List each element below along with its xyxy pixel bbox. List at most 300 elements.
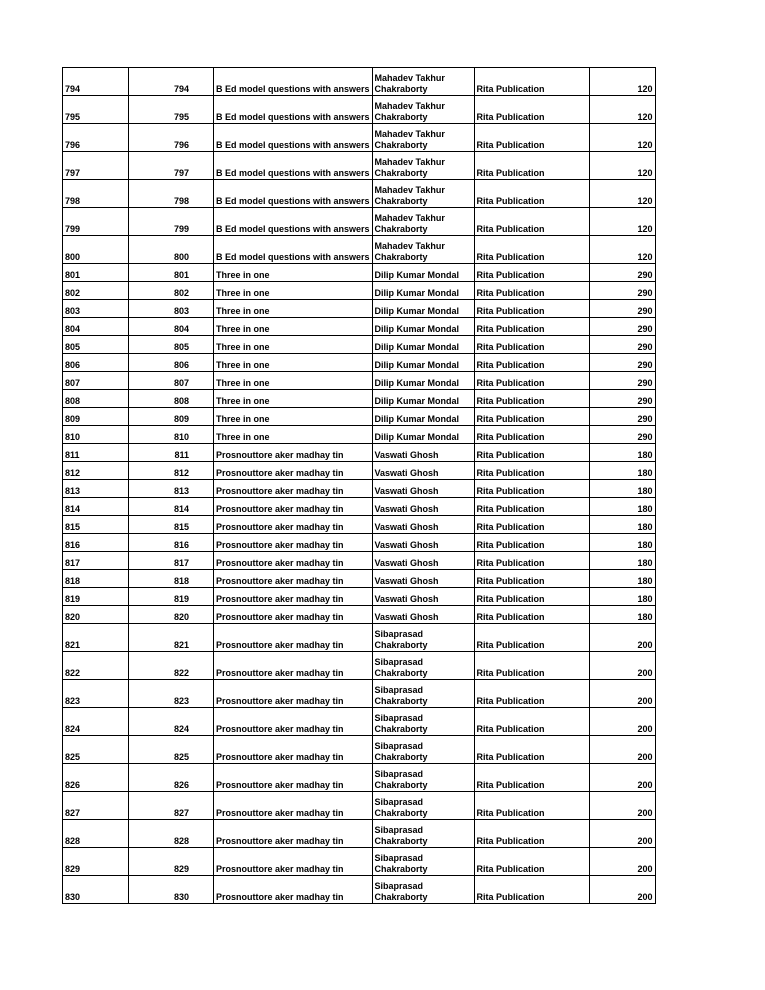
author-name-line: Vaswati Ghosh [374,504,439,514]
row-id-cell: 826 [63,764,129,792]
price-cell: 290 [589,282,655,300]
author-name-line: Chakraborty [374,640,428,650]
table-row [63,498,656,516]
publisher-cell: Rita Publication [474,318,589,336]
row-number-cell: 830 [129,876,214,904]
author-cell [372,372,474,390]
price-cell: 180 [589,498,655,516]
publisher-cell: Rita Publication [474,354,589,372]
author-cell [372,680,474,708]
author-cell [372,708,474,736]
row-number-cell: 822 [129,652,214,680]
author-name-line: Vaswati Ghosh [374,522,439,532]
publisher-cell: Rita Publication [474,606,589,624]
price-cell: 200 [589,680,655,708]
publisher-cell: Rita Publication [474,708,589,736]
author-name-line: Mahadev Takhur [374,101,445,111]
row-number-cell: 800 [129,236,214,264]
row-number-cell: 817 [129,552,214,570]
book-title-cell: B Ed model questions with answers [214,96,373,124]
table-row [63,300,656,318]
author-name-line: Vaswati Ghosh [374,486,439,496]
row-id-cell: 822 [63,652,129,680]
row-number-cell: 825 [129,736,214,764]
table-row [63,606,656,624]
price-cell: 290 [589,318,655,336]
row-number-cell: 803 [129,300,214,318]
book-title-cell: Prosnouttore aker madhay tin [214,462,373,480]
price-cell: 200 [589,652,655,680]
price-cell: 180 [589,570,655,588]
author-cell [372,534,474,552]
book-title-cell: Prosnouttore aker madhay tin [214,552,373,570]
price-cell: 200 [589,624,655,652]
price-cell: 200 [589,708,655,736]
price-cell: 200 [589,876,655,904]
row-number-cell: 826 [129,764,214,792]
row-number-cell: 794 [129,68,214,96]
author-cell [372,516,474,534]
author-cell [372,390,474,408]
author-name-line: Dilip Kumar Mondal [374,360,460,370]
author-cell [372,764,474,792]
publisher-cell: Rita Publication [474,764,589,792]
book-title-cell: Three in one [214,336,373,354]
price-cell: 290 [589,426,655,444]
row-id-cell: 807 [63,372,129,390]
table-row [63,318,656,336]
author-cell [372,848,474,876]
table-row [63,624,656,652]
author-cell [372,264,474,282]
book-title-cell: B Ed model questions with answers [214,124,373,152]
row-number-cell: 829 [129,848,214,876]
publisher-cell: Rita Publication [474,736,589,764]
publisher-cell: Rita Publication [474,624,589,652]
author-name-line: Chakraborty [374,252,428,262]
row-id-cell: 825 [63,736,129,764]
author-name-line: Sibaprasad [374,713,424,723]
author-name-line: Chakraborty [374,752,428,762]
price-cell: 180 [589,480,655,498]
price-cell: 200 [589,820,655,848]
table-row [63,708,656,736]
table-row [63,792,656,820]
author-name-line: Vaswati Ghosh [374,450,439,460]
author-name-line: Sibaprasad [374,741,424,751]
row-id-cell: 797 [63,152,129,180]
row-number-cell: 805 [129,336,214,354]
price-cell: 120 [589,208,655,236]
row-id-cell: 823 [63,680,129,708]
author-cell [372,152,474,180]
book-title-cell: Prosnouttore aker madhay tin [214,588,373,606]
book-title-cell: Prosnouttore aker madhay tin [214,480,373,498]
author-name-line: Sibaprasad [374,825,424,835]
book-title-cell: Three in one [214,264,373,282]
table-row [63,480,656,498]
table-row [63,264,656,282]
author-cell [372,96,474,124]
row-number-cell: 802 [129,282,214,300]
row-id-cell: 830 [63,876,129,904]
book-title-cell: B Ed model questions with answers [214,208,373,236]
publisher-cell: Rita Publication [474,208,589,236]
row-id-cell: 805 [63,336,129,354]
author-name-line: Chakraborty [374,864,428,874]
row-id-cell: 820 [63,606,129,624]
table-row [63,588,656,606]
table-row [63,570,656,588]
author-name-line: Mahadev Takhur [374,213,445,223]
book-title-cell: Prosnouttore aker madhay tin [214,708,373,736]
price-cell: 180 [589,606,655,624]
book-title-cell: Three in one [214,372,373,390]
row-number-cell: 818 [129,570,214,588]
publisher-cell: Rita Publication [474,124,589,152]
author-name-line: Dilip Kumar Mondal [374,288,460,298]
row-number-cell: 806 [129,354,214,372]
table-row [63,372,656,390]
table-row [63,848,656,876]
author-cell [372,588,474,606]
row-id-cell: 802 [63,282,129,300]
author-cell [372,426,474,444]
row-number-cell: 827 [129,792,214,820]
author-name-line: Sibaprasad [374,629,424,639]
price-cell: 290 [589,408,655,426]
author-cell [372,124,474,152]
row-number-cell: 798 [129,180,214,208]
author-cell [372,318,474,336]
table-row [63,152,656,180]
publisher-cell: Rita Publication [474,68,589,96]
row-number-cell: 796 [129,124,214,152]
price-cell: 290 [589,354,655,372]
row-id-cell: 829 [63,848,129,876]
row-number-cell: 823 [129,680,214,708]
row-number-cell: 816 [129,534,214,552]
price-cell: 180 [589,534,655,552]
author-cell [372,792,474,820]
row-id-cell: 806 [63,354,129,372]
author-name-line: Dilip Kumar Mondal [374,306,460,316]
price-cell: 120 [589,236,655,264]
table-row [63,336,656,354]
publisher-cell: Rita Publication [474,300,589,318]
row-number-cell: 801 [129,264,214,282]
author-name-line: Dilip Kumar Mondal [374,396,460,406]
price-cell: 200 [589,848,655,876]
price-cell: 290 [589,336,655,354]
row-number-cell: 808 [129,390,214,408]
row-number-cell: 797 [129,152,214,180]
price-cell: 200 [589,764,655,792]
table-row [63,552,656,570]
row-id-cell: 815 [63,516,129,534]
author-name-line: Chakraborty [374,168,428,178]
price-cell: 290 [589,372,655,390]
row-id-cell: 812 [63,462,129,480]
book-title-cell: Three in one [214,426,373,444]
publisher-cell: Rita Publication [474,152,589,180]
book-title-cell: Prosnouttore aker madhay tin [214,624,373,652]
price-cell: 120 [589,152,655,180]
author-name-line: Vaswati Ghosh [374,540,439,550]
table-row [63,96,656,124]
author-cell [372,180,474,208]
row-id-cell: 828 [63,820,129,848]
row-number-cell: 824 [129,708,214,736]
row-number-cell: 820 [129,606,214,624]
row-id-cell: 817 [63,552,129,570]
author-cell [372,462,474,480]
author-name-line: Chakraborty [374,696,428,706]
author-cell [372,736,474,764]
table-row [63,180,656,208]
row-id-cell: 819 [63,588,129,606]
book-title-cell: Three in one [214,282,373,300]
row-number-cell: 810 [129,426,214,444]
publisher-cell: Rita Publication [474,570,589,588]
row-id-cell: 798 [63,180,129,208]
price-cell: 120 [589,96,655,124]
publisher-cell: Rita Publication [474,652,589,680]
row-number-cell: 821 [129,624,214,652]
author-name-line: Dilip Kumar Mondal [374,378,460,388]
author-name-line: Sibaprasad [374,657,424,667]
row-id-cell: 827 [63,792,129,820]
table-row [63,208,656,236]
row-id-cell: 796 [63,124,129,152]
row-id-cell: 813 [63,480,129,498]
publisher-cell: Rita Publication [474,498,589,516]
row-id-cell: 803 [63,300,129,318]
book-title-cell: Prosnouttore aker madhay tin [214,516,373,534]
table-row [63,764,656,792]
author-cell [372,652,474,680]
price-cell: 200 [589,736,655,764]
price-cell: 290 [589,390,655,408]
table-row [63,516,656,534]
book-title-cell: Prosnouttore aker madhay tin [214,606,373,624]
author-cell [372,498,474,516]
author-name-line: Sibaprasad [374,769,424,779]
author-name-line: Chakraborty [374,836,428,846]
table-row [63,236,656,264]
row-id-cell: 821 [63,624,129,652]
author-cell [372,282,474,300]
row-id-cell: 800 [63,236,129,264]
publisher-cell: Rita Publication [474,848,589,876]
price-cell: 180 [589,444,655,462]
price-cell: 200 [589,792,655,820]
row-number-cell: 795 [129,96,214,124]
row-number-cell: 815 [129,516,214,534]
price-cell: 180 [589,552,655,570]
table-row [63,444,656,462]
publisher-cell: Rita Publication [474,426,589,444]
book-title-cell: Prosnouttore aker madhay tin [214,570,373,588]
price-cell: 290 [589,300,655,318]
publisher-cell: Rita Publication [474,588,589,606]
book-title-cell: Prosnouttore aker madhay tin [214,820,373,848]
row-number-cell: 804 [129,318,214,336]
author-name-line: Chakraborty [374,808,428,818]
book-title-cell: Prosnouttore aker madhay tin [214,876,373,904]
author-cell [372,208,474,236]
book-title-cell: Prosnouttore aker madhay tin [214,764,373,792]
table-row [63,390,656,408]
book-title-cell: B Ed model questions with answers [214,68,373,96]
row-id-cell: 804 [63,318,129,336]
author-name-line: Mahadev Takhur [374,73,445,83]
author-name-line: Vaswati Ghosh [374,468,439,478]
row-number-cell: 814 [129,498,214,516]
book-title-cell: Prosnouttore aker madhay tin [214,652,373,680]
publisher-cell: Rita Publication [474,792,589,820]
publisher-cell: Rita Publication [474,462,589,480]
author-name-line: Chakraborty [374,224,428,234]
row-number-cell: 807 [129,372,214,390]
publisher-cell: Rita Publication [474,534,589,552]
author-cell [372,354,474,372]
author-name-line: Chakraborty [374,112,428,122]
author-name-line: Chakraborty [374,892,428,902]
author-cell [372,606,474,624]
author-cell [372,336,474,354]
table-row [63,426,656,444]
author-name-line: Dilip Kumar Mondal [374,270,460,280]
publisher-cell: Rita Publication [474,282,589,300]
author-name-line: Sibaprasad [374,685,424,695]
row-number-cell: 799 [129,208,214,236]
author-name-line: Chakraborty [374,196,428,206]
book-title-cell: Three in one [214,408,373,426]
author-name-line: Chakraborty [374,780,428,790]
author-name-line: Dilip Kumar Mondal [374,342,460,352]
publisher-cell: Rita Publication [474,444,589,462]
author-cell [372,236,474,264]
publisher-cell: Rita Publication [474,516,589,534]
table-row [63,534,656,552]
row-number-cell: 809 [129,408,214,426]
price-cell: 290 [589,264,655,282]
book-title-cell: B Ed model questions with answers [214,180,373,208]
author-name-line: Vaswati Ghosh [374,576,439,586]
author-name-line: Sibaprasad [374,853,424,863]
row-id-cell: 808 [63,390,129,408]
author-name-line: Vaswati Ghosh [374,558,439,568]
author-cell [372,68,474,96]
table-row [63,736,656,764]
author-name-line: Chakraborty [374,668,428,678]
author-cell [372,300,474,318]
author-name-line: Vaswati Ghosh [374,594,439,604]
author-name-line: Mahadev Takhur [374,157,445,167]
book-title-cell: Prosnouttore aker madhay tin [214,792,373,820]
book-title-cell: Three in one [214,390,373,408]
table-row [63,820,656,848]
table-row [63,652,656,680]
book-title-cell: Prosnouttore aker madhay tin [214,848,373,876]
author-cell [372,444,474,462]
author-name-line: Dilip Kumar Mondal [374,324,460,334]
publisher-cell: Rita Publication [474,552,589,570]
row-id-cell: 818 [63,570,129,588]
author-name-line: Mahadev Takhur [374,241,445,251]
row-number-cell: 813 [129,480,214,498]
row-id-cell: 799 [63,208,129,236]
publisher-cell: Rita Publication [474,180,589,208]
row-id-cell: 814 [63,498,129,516]
publisher-cell: Rita Publication [474,680,589,708]
table-row [63,462,656,480]
table-row [63,124,656,152]
author-name-line: Chakraborty [374,724,428,734]
publisher-cell: Rita Publication [474,390,589,408]
row-id-cell: 810 [63,426,129,444]
row-id-cell: 795 [63,96,129,124]
book-title-cell: Prosnouttore aker madhay tin [214,498,373,516]
price-cell: 180 [589,462,655,480]
author-cell [372,624,474,652]
row-id-cell: 816 [63,534,129,552]
publisher-cell: Rita Publication [474,480,589,498]
book-title-cell: B Ed model questions with answers [214,236,373,264]
row-id-cell: 801 [63,264,129,282]
table-row [63,408,656,426]
price-cell: 120 [589,180,655,208]
book-list-table [62,67,656,904]
author-name-line: Chakraborty [374,84,428,94]
book-title-cell: Three in one [214,354,373,372]
author-name-line: Mahadev Takhur [374,185,445,195]
price-cell: 120 [589,68,655,96]
book-title-cell: Three in one [214,300,373,318]
row-number-cell: 811 [129,444,214,462]
book-title-cell: Prosnouttore aker madhay tin [214,680,373,708]
author-cell [372,408,474,426]
price-cell: 180 [589,588,655,606]
author-name-line: Dilip Kumar Mondal [374,414,460,424]
price-cell: 120 [589,124,655,152]
row-id-cell: 809 [63,408,129,426]
publisher-cell: Rita Publication [474,236,589,264]
price-cell: 180 [589,516,655,534]
row-id-cell: 794 [63,68,129,96]
publisher-cell: Rita Publication [474,820,589,848]
book-title-cell: Prosnouttore aker madhay tin [214,736,373,764]
author-name-line: Mahadev Takhur [374,129,445,139]
publisher-cell: Rita Publication [474,408,589,426]
book-title-cell: Three in one [214,318,373,336]
table-row [63,680,656,708]
book-title-cell: B Ed model questions with answers [214,152,373,180]
table-row [63,68,656,96]
author-cell [372,552,474,570]
author-cell [372,480,474,498]
author-name-line: Vaswati Ghosh [374,612,439,622]
author-cell [372,820,474,848]
publisher-cell: Rita Publication [474,372,589,390]
author-name-line: Sibaprasad [374,881,424,891]
book-title-cell: Prosnouttore aker madhay tin [214,534,373,552]
row-id-cell: 811 [63,444,129,462]
book-list-body [63,68,656,904]
row-number-cell: 812 [129,462,214,480]
row-number-cell: 828 [129,820,214,848]
